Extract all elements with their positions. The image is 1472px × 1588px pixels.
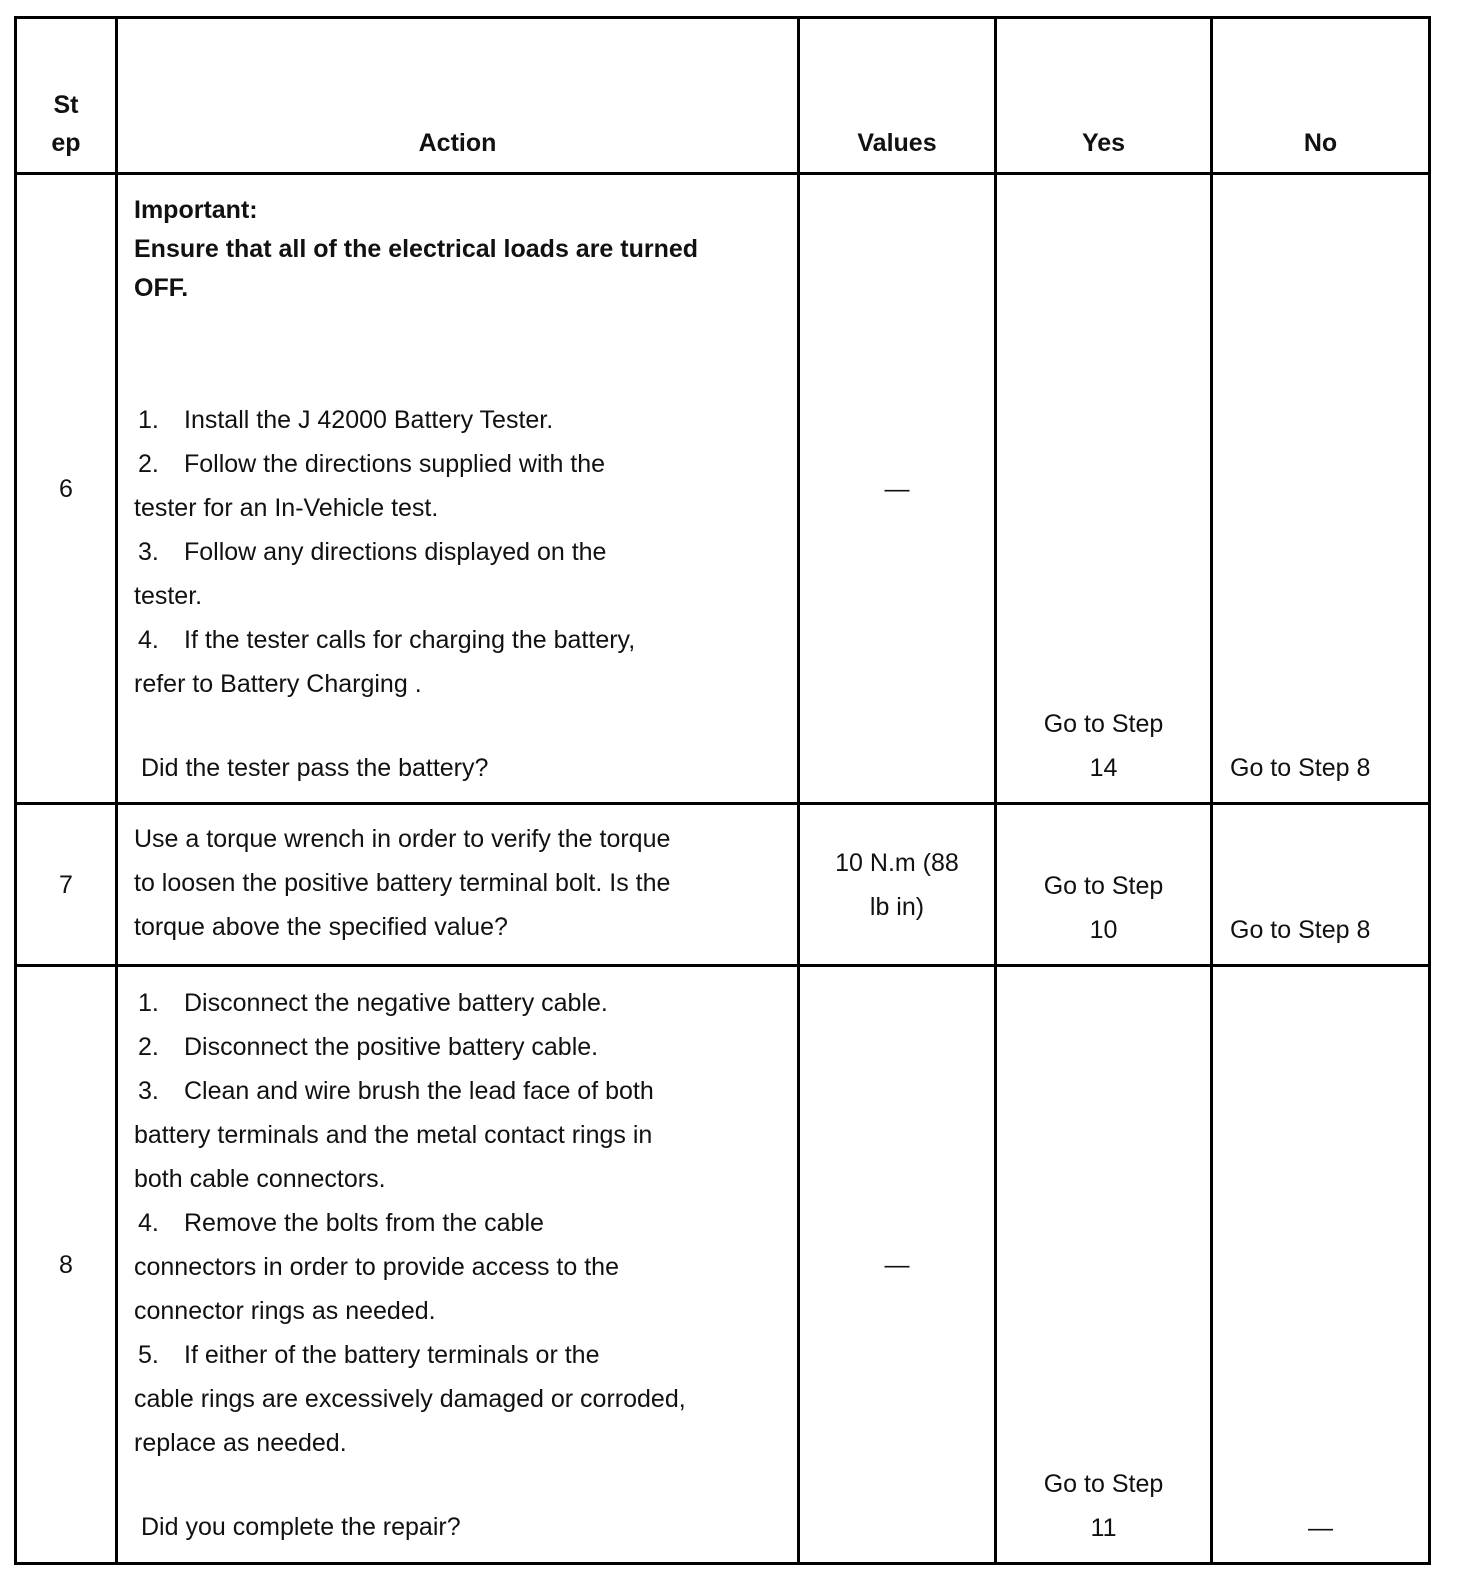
table-row [16, 174, 1430, 804]
instruction-line: connectors in order to provide access to the [134, 1253, 619, 1281]
instruction-line: battery terminals and the metal contact rings in [134, 1121, 653, 1149]
yes-text-2: 14 [1089, 754, 1118, 782]
question-text: Did you complete the repair? [141, 1513, 461, 1541]
step-number: 6 [16, 174, 117, 804]
diagnostic-table [14, 16, 1431, 1565]
header-step [16, 18, 117, 174]
instruction-line: 3. Clean and wire brush the lead face of both [138, 1077, 654, 1105]
yes-text-1: Go to Step [1043, 872, 1164, 900]
question-text: Did the tester pass the battery? [141, 754, 489, 782]
instruction-line: tester for an In-Vehicle test. [134, 494, 439, 522]
yes-text-1: Go to Step [1043, 1470, 1164, 1498]
value-text-2: lb in) [869, 892, 925, 921]
instruction-line: 1. Install the J 42000 Battery Tester. [138, 406, 554, 434]
instruction-line: cable rings are excessively damaged or corroded, [134, 1385, 686, 1413]
yes-cell [996, 804, 1212, 966]
instruction-line: 1. Disconnect the negative battery cable. [138, 989, 608, 1017]
important-note [134, 191, 781, 308]
instruction-line: 3. Follow any directions displayed on the [138, 538, 607, 566]
instruction-line: connector rings as needed. [134, 1297, 436, 1325]
value-text-1: 10 N.m (88 [835, 848, 959, 877]
instruction-line: tester. [134, 582, 203, 610]
header-step-line2: ep [51, 129, 81, 157]
instruction-line: 2. Disconnect the positive battery cable. [138, 1033, 599, 1061]
instruction-line: 4. If the tester calls for charging the battery, [138, 626, 636, 654]
table-row [16, 804, 1430, 966]
instruction-line: 5. If either of the battery terminals or the [138, 1341, 600, 1369]
header-no: No [1212, 18, 1430, 174]
instruction-line: to loosen the positive battery terminal bolt. Is the [134, 869, 671, 897]
no-cell: Go to Step 8 [1212, 174, 1430, 804]
value-cell: — [799, 966, 996, 1564]
instruction-line: replace as needed. [134, 1429, 347, 1457]
header-row [16, 18, 1430, 174]
action-cell [117, 804, 799, 966]
table-row [16, 966, 1430, 1564]
no-cell: — [1212, 966, 1430, 1564]
action-cell [117, 174, 799, 804]
important-text-2: OFF. [134, 274, 189, 302]
value-cell [799, 804, 996, 966]
no-cell: Go to Step 8 [1212, 804, 1430, 966]
header-action: Action [117, 18, 799, 174]
header-values: Values [799, 18, 996, 174]
important-label: Important: [134, 196, 258, 224]
yes-cell [996, 966, 1212, 1564]
important-text-1: Ensure that all of the electrical loads are turned [134, 235, 699, 263]
yes-text-1: Go to Step [1043, 710, 1164, 738]
yes-cell [996, 174, 1212, 804]
instruction-line: 4. Remove the bolts from the cable [138, 1209, 544, 1237]
instruction-line: torque above the specified value? [134, 913, 508, 941]
instruction-line: 2. Follow the directions supplied with the [138, 450, 606, 478]
instruction-line: Use a torque wrench in order to verify the torque [134, 825, 671, 853]
yes-text-2: 11 [1090, 1514, 1117, 1542]
yes-text-2: 10 [1089, 916, 1118, 944]
header-yes: Yes [996, 18, 1212, 174]
step-number: 8 [16, 966, 117, 1564]
instruction-line: both cable connectors. [134, 1165, 386, 1193]
value-cell: — [799, 174, 996, 804]
instruction-line: refer to Battery Charging . [134, 670, 422, 698]
action-cell [117, 966, 799, 1564]
header-step-line1: St [53, 91, 79, 119]
step-number: 7 [16, 804, 117, 966]
